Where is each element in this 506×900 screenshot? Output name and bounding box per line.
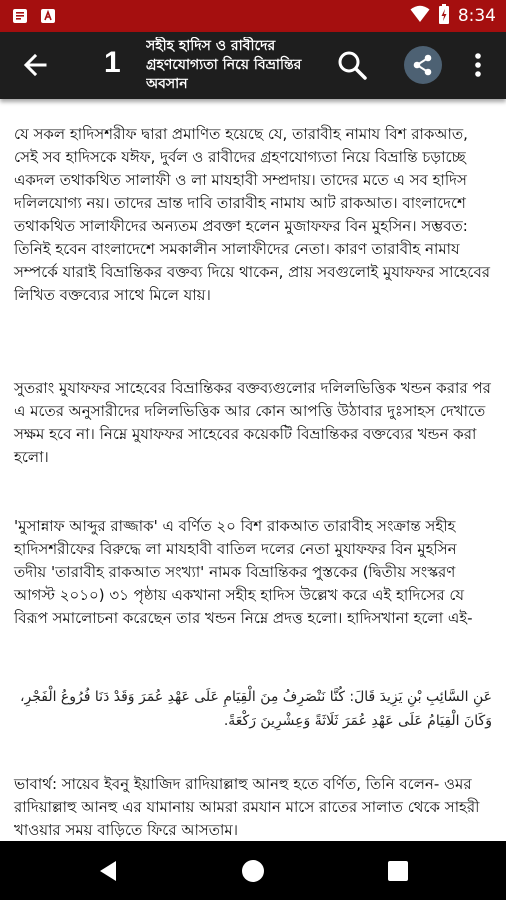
article-paragraph: যে সকল হাদিসশরীফ দ্বারা প্রমাণিত হয়েছে যে, তারাবীহ নামায বিশ রাকআত, সেই সব হাদিসকে যঈফ, দুর্বল ও রাবীদের গ্রহণযোগ্যতা নিয়ে বিভ্রান্তি চড়াচ্ছে একদল তথাকথিত সালাফী ও লা মাযহাবী সম্প্রদায়। তাদের মতে এ সব হাদিস দলিলযোগ্য নয়। তাদের ভ্রান্ত দাবি তারাবীহ নামায আট রাকআত। বাংলাদেশে তথাকথিত সালাফীদের অন্যতম প্রবক্তা হলেন মুজাফফর বিন মুহসিন। সম্ভবত: তিনিই হবেন বাংলাদেশে সমকালীন সালাফীদের নেতা। কারণ তারাবীহ নামায সম্পর্কে যারাই বিভ্রান্তিকর বক্তব্য দিয়ে থাকেন, প্রায় সবগুলোই মুযাফফর সাহেবের লিখিত বক্তব্যের সাথে মিলে যায়। bbox=[14, 125, 491, 304]
recents-square-icon[interactable] bbox=[382, 855, 414, 887]
arabic-hadith-text: عَنِ السَّائِبِ بْنِ يَزِيدَ قَالَ: كُنَّا نَنْصَرِفُ مِنَ الْقِيَامِ عَلَى عَهْدِ عُمَرَ وَقَدْ دَنَا فُرُوعُ الْفَجْرِ، وَكَانَ الْقِيَامُ عَلَى عَهْدِ عُمَرَ ثَلَاثَةً وَعِشْرِينَ رَكْعَةً. bbox=[19, 689, 492, 729]
back-arrow-icon[interactable] bbox=[18, 48, 52, 82]
share-button[interactable] bbox=[404, 46, 442, 84]
share-icon bbox=[404, 46, 442, 84]
article-paragraph: 'মুসান্নাফ আব্দুর রাজ্জাক' এ বর্ণিত ২০ বিশ রাকআত তারাবীহ সংক্রান্ত সহীহ হাদিসশরীফের বিরুদ্ধে লা মাযহাবী বাতিল দলের নেতা মুযাফফর বিন মুহসিন তদীয় 'তারাবীহ রাকআত সংখ্যা' নামক বিভ্রান্তিকর পুস্তকের (দ্বিতীয় সংস্করণ আগস্ট ২০১০) ৩১ পৃষ্ঠায় একখানা সহীহ হাদিস উল্লেখ করে এই হাদিসের যে বিরূপ সমালোচনা করেছেন তার খন্ডন নিম্নে প্রদত্ত হলো। হাদিসখানা হলো এই- bbox=[14, 517, 473, 627]
notification-square-icon bbox=[40, 8, 56, 24]
home-circle-icon[interactable] bbox=[237, 855, 269, 887]
article-content[interactable] bbox=[0, 99, 506, 841]
battery-icon bbox=[438, 4, 450, 28]
chapter-number: 1 bbox=[104, 46, 121, 79]
page-title: সহীহ হাদিস ও রাবীদের গ্রহণযোগ্যতা নিয়ে বিভ্রান্তির অবসান bbox=[146, 38, 302, 92]
wifi-icon bbox=[410, 5, 430, 27]
translation-paragraph: ভাবার্থ: সায়েব ইবনু ইয়াজিদ রাদিয়াল্লাহু আনহু হতে বর্ণিত, তিনি বলেন- ওমর রাদিয়াল্লাহু আনহু এর যামানায় আমরা রমযান মাসে রাতের সালাত থেকে সাহরী খাওয়ার সময় বাড়িতে ফিরে আসতাম। bbox=[14, 775, 480, 839]
status-time: 8:34 bbox=[457, 6, 496, 26]
notification-app-icon bbox=[12, 8, 28, 24]
back-triangle-icon[interactable] bbox=[92, 855, 124, 887]
article-paragraph: সুতরাং মুযাফফর সাহেবের বিভ্রান্তিকর বক্তব্যগুলোর দলিলভিত্তিক খন্ডন করার পর এ মতের অনুসারীদের দলিলভিত্তিক আর কোন আপত্তি উঠাবার দুঃসাহস দেখাতে সক্ষম হবে না। নিম্নে মুযাফফর সাহেবের কয়েকটি বিভ্রান্তিকর বক্তব্যের খন্ডন করা হলো। bbox=[14, 379, 491, 466]
status-bar bbox=[0, 0, 506, 32]
search-icon[interactable] bbox=[334, 47, 370, 83]
app-bar bbox=[0, 32, 506, 99]
more-vert-icon[interactable] bbox=[468, 49, 488, 81]
navigation-bar bbox=[0, 841, 506, 900]
